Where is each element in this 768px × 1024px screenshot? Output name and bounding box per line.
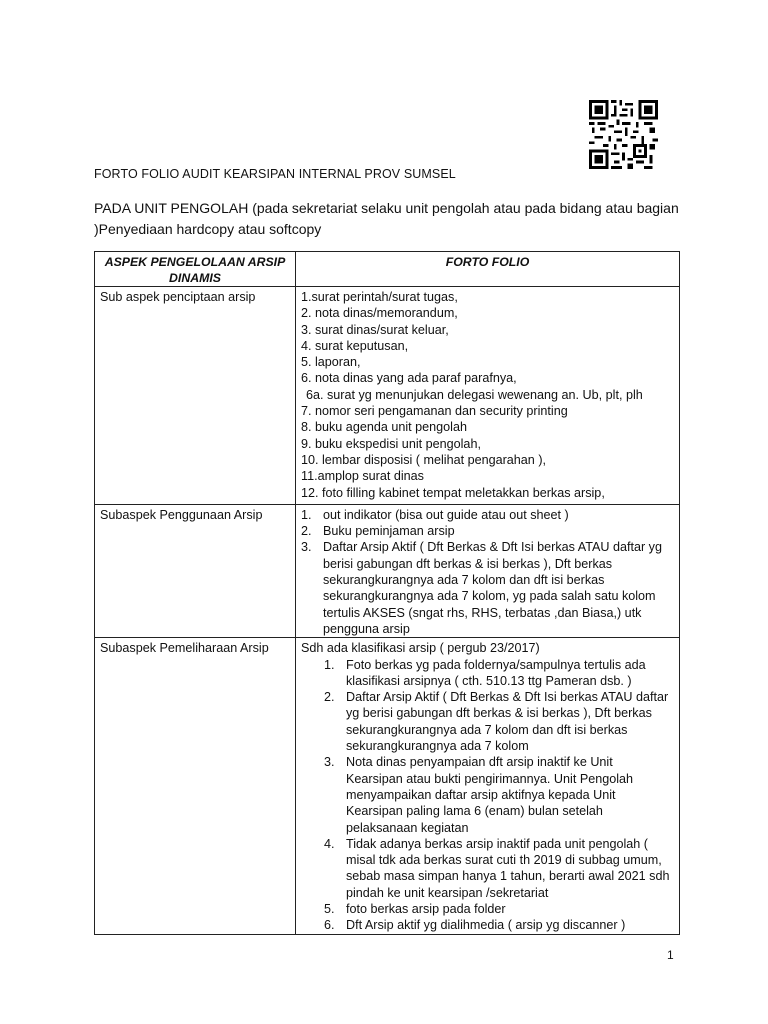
item-text: Daftar Arsip Aktif ( Dft Berkas & Dft Isi berkas ATAU daftar yg berisi gabungan dft berkas & isi berkas ), Dft berkas sekurangkurangnya ada 7 kolom dan dft isi berkas sekurangkurangnya ada 7 kolom, yg pada salah satu kolom tertulis AKSES (sngat rhs, RHS, terbatas ,dan Biasa,) utk pengguna arsip: [323, 540, 662, 636]
list-item: 6a. surat yg menunjukan delegasi wewenang an. Ub, plt, plh: [306, 387, 643, 402]
column-header-portfolio: FORTO FOLIO: [296, 252, 680, 287]
list-item: 12. foto filling kabinet tempat meletakkan berkas arsip,: [301, 485, 605, 500]
table-row: [95, 638, 680, 934]
list-item: 11.amplop surat dinas: [301, 469, 424, 484]
item-number: 2.: [324, 690, 335, 705]
column-header-aspect: ASPEK PENGELOLAAN ARSIP DINAMIS: [95, 252, 296, 287]
item-text: Nota dinas penyampaian dft arsip inaktif ke Unit Kearsipan atau bukti pengirimannya. Unit Pengolah menyampaikan daftar arsip aktifnya kepada Unit Kearsipan paling lama 6 (enam) bulan setelah pelaksanaan kegiatan: [346, 755, 634, 835]
item-number: 1.: [301, 507, 312, 522]
list-item: [324, 689, 671, 754]
item-text: out indikator (bisa out guide atau out sheet ): [323, 507, 569, 522]
list-item: 9. buku ekspedisi unit pengolah,: [301, 436, 481, 451]
list-item: 5. laporan,: [301, 355, 361, 370]
item-number: 3.: [324, 755, 335, 770]
item-text: Dft Arsip aktif yg dialihmedia ( arsip yg discanner ): [346, 918, 626, 933]
intro-line: )Penyediaan hardcopy atau softcopy: [94, 221, 322, 237]
table-header-row: [95, 252, 680, 287]
item-number: 3.: [301, 540, 312, 555]
aspect-label: Subaspek Pemeliharaan Arsip: [100, 641, 269, 656]
item-text: Daftar Arsip Aktif ( Dft Berkas & Dft Isi berkas ATAU daftar yg berisi gabungan dft berkas & isi berkas ), Dft berkas sekurangkurangnya ada 7 kolom dan dft isi berkas sekurangkurangnya ada 7 kolom: [346, 690, 669, 754]
list-item: 4. surat keputusan,: [301, 338, 409, 353]
list-item: [324, 917, 671, 933]
list-item: [324, 836, 671, 901]
list-item: 8. buku agenda unit pengolah: [301, 420, 467, 435]
item-text: Buku peminjaman arsip: [323, 524, 455, 539]
list-item: [301, 507, 675, 523]
page-number: 1: [667, 948, 674, 962]
item-number: 6.: [324, 918, 335, 933]
portfolio-cell: [296, 287, 680, 505]
maintenance-evidence-list: [296, 657, 679, 934]
item-number: 5.: [324, 901, 335, 916]
document-title: FORTO FOLIO AUDIT KEARSIPAN INTERNAL PROV SUMSEL: [94, 167, 456, 181]
list-item: [324, 901, 671, 917]
table-row: [95, 504, 680, 637]
list-item: [301, 539, 675, 637]
table-row: [95, 287, 680, 505]
creation-evidence-list: [296, 287, 679, 504]
item-number: 4.: [324, 836, 335, 851]
aspect-cell: [95, 638, 296, 934]
classification-note: Sdh ada klasifikasi arsip ( pergub 23/2017): [301, 641, 540, 656]
list-item: 1.surat perintah/surat tugas,: [301, 290, 458, 304]
list-item: 3. surat dinas/surat keluar,: [301, 322, 449, 337]
portfolio-table: [94, 251, 680, 935]
list-item: [301, 523, 675, 539]
item-text: Foto berkas yg pada foldernya/sampulnya tertulis ada klasifikasi arsipnya ( cth. 510.13 ttg Pameran dsb. ): [346, 657, 646, 688]
item-text: Tidak adanya berkas arsip inaktif pada unit pengolah ( misal tdk ada berkas surat cuti th 2019 di subbag umum, sebab masa simpan hanya 1 tahun, berarti awal 2021 sdh pindah ke unit kearsipan /sekretariat: [346, 836, 670, 900]
intro-paragraph: [94, 198, 684, 240]
item-number: 2.: [301, 524, 312, 539]
item-text: foto berkas arsip pada folder: [346, 901, 506, 916]
list-item: 6. nota dinas yang ada paraf parafnya,: [301, 371, 517, 386]
item-number: 1.: [324, 657, 335, 672]
qr-code: [589, 100, 658, 169]
aspect-cell: [95, 504, 296, 637]
portfolio-cell: [296, 638, 680, 934]
aspect-cell: [95, 287, 296, 505]
list-item: [324, 657, 671, 690]
list-item: 10. lembar disposisi ( melihat pengarahan ),: [301, 452, 547, 467]
portfolio-cell: [296, 504, 680, 637]
usage-evidence-list: [296, 505, 679, 637]
aspect-label: Sub aspek penciptaan arsip: [100, 290, 256, 304]
list-item: 2. nota dinas/memorandum,: [301, 306, 458, 321]
list-item: [324, 754, 671, 835]
intro-line: PADA UNIT PENGOLAH (pada sekretariat selaku unit pengolah atau pada bidang atau bagian: [94, 200, 679, 216]
aspect-label: Subaspek Penggunaan Arsip: [100, 507, 263, 522]
list-item: 7. nomor seri pengamanan dan security printing: [301, 404, 568, 419]
